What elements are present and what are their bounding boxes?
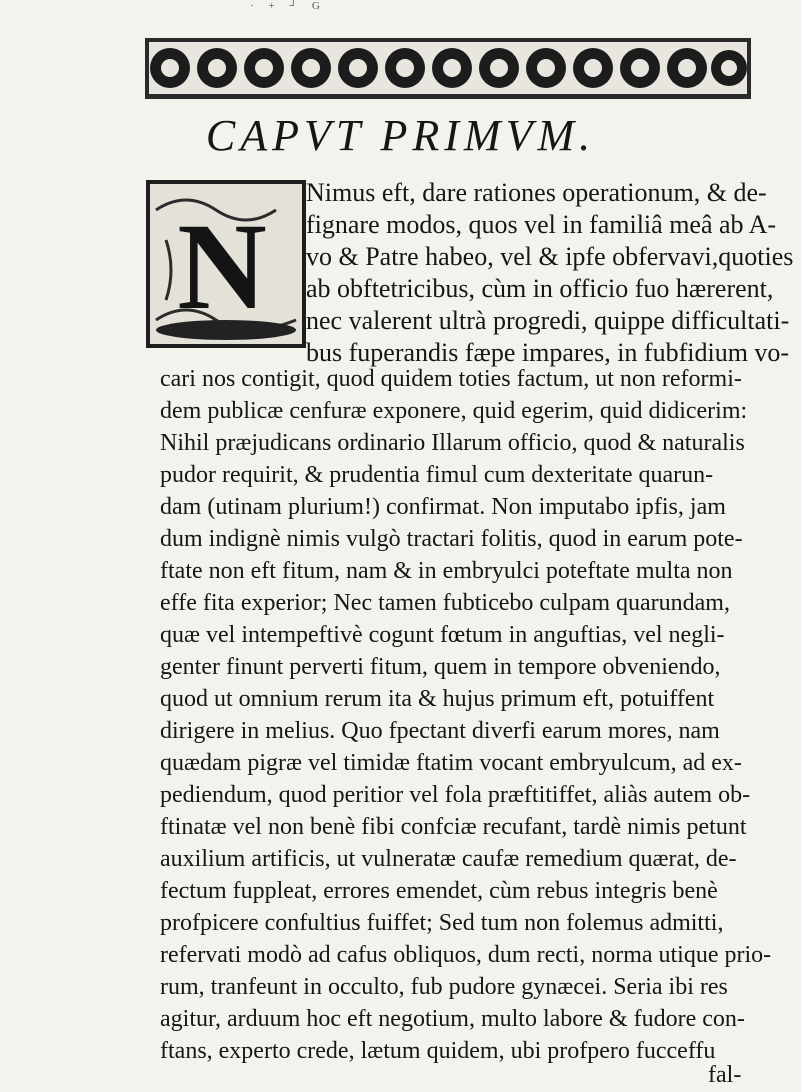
text-line: fectum fuppleat, errores emendet, cùm rebus integris benè: [160, 878, 718, 904]
text-line: vo & Patre habeo, vel & ipfe obfervavi,quoties: [306, 242, 794, 271]
text-line: nec valerent ultrà progredi, quippe difficultati-: [306, 306, 790, 335]
drop-cap-letter: N: [177, 198, 267, 335]
text-line: auxilium artificis, ut vulneratæ caufæ remedium quærat, de-: [160, 846, 737, 872]
text-line: ftate non eft fitum, nam & in embryulci poteftate multa non: [160, 558, 733, 584]
text-line: agitur, arduum hoc eft negotium, multo labore & fudore con-: [160, 1006, 745, 1032]
text-line: bus fuperandis fæpe impares, in fubfidium vo-: [306, 338, 790, 367]
chapter-title: CAPVT PRIMVM.: [205, 111, 596, 160]
text-line: ftans, experto crede, lætum quidem, ubi profpero fucceffu: [160, 1038, 716, 1064]
catchword: fal-: [708, 1062, 742, 1088]
text-line: dirigere in melius. Quo fpectant diverfi earum mores, nam: [160, 718, 720, 744]
text-line: profpicere confultius fuiffet; Sed tum non folemus admitti,: [160, 910, 724, 936]
top-edge-marks: · + ┘ G: [250, 0, 326, 12]
text-line: cari nos contigit, quod quidem toties factum, ut non reformi-: [160, 366, 742, 392]
text-line: ab obftetricibus, cùm in officio fuo hærerent,: [306, 274, 774, 303]
text-line: quod ut omnium rerum ita & hujus primum eft, potuiffent: [160, 686, 715, 712]
text-line: rum, tranfeunt in occulto, fub pudore gynæcei. Seria ibi res: [160, 974, 728, 1000]
decorated-initial-woodcut: [146, 180, 306, 348]
text-line: dam (utinam plurium!) confirmat. Non imputabo ipfis, jam: [160, 494, 726, 520]
text-line: dem publicæ cenfuræ exponere, quid egerim, quid didicerim:: [160, 398, 748, 424]
text-line: effe fita experior; Nec tamen fubticebo culpam quarundam,: [160, 590, 730, 616]
woodcut-headpiece-ornament: [145, 16, 751, 108]
text-line: fignare modos, quos vel in familiâ meâ ab A-: [306, 210, 777, 239]
text-line: pudor requirit, & prudentia fimul cum dexteritate quarun-: [160, 462, 714, 488]
text-line: genter finunt perverti fitum, quem in tempore obveniendo,: [160, 654, 721, 680]
text-line: Nimus eft, dare rationes operationum, & de-: [306, 178, 767, 207]
text-line: Nihil præjudicans ordinario Illarum officio, quod & naturalis: [160, 430, 745, 456]
text-line: dum indignè nimis vulgò tractari folitis, quod in earum pote-: [160, 526, 743, 552]
text-line: ftinatæ vel non benè fibi confciæ recufant, tardè nimis petunt: [160, 814, 747, 840]
text-line: quæ vel intempeftivè cogunt fœtum in anguftias, vel negli-: [160, 622, 725, 648]
text-line: pediendum, quod peritior vel fola præftitiffet, aliàs autem ob-: [160, 782, 751, 808]
text-line: refervati modò ad cafus obliquos, dum recti, norma utique prio-: [160, 942, 772, 968]
text-line: quædam pigræ vel timidæ ftatim vocant embryulcum, ad ex-: [160, 750, 742, 776]
